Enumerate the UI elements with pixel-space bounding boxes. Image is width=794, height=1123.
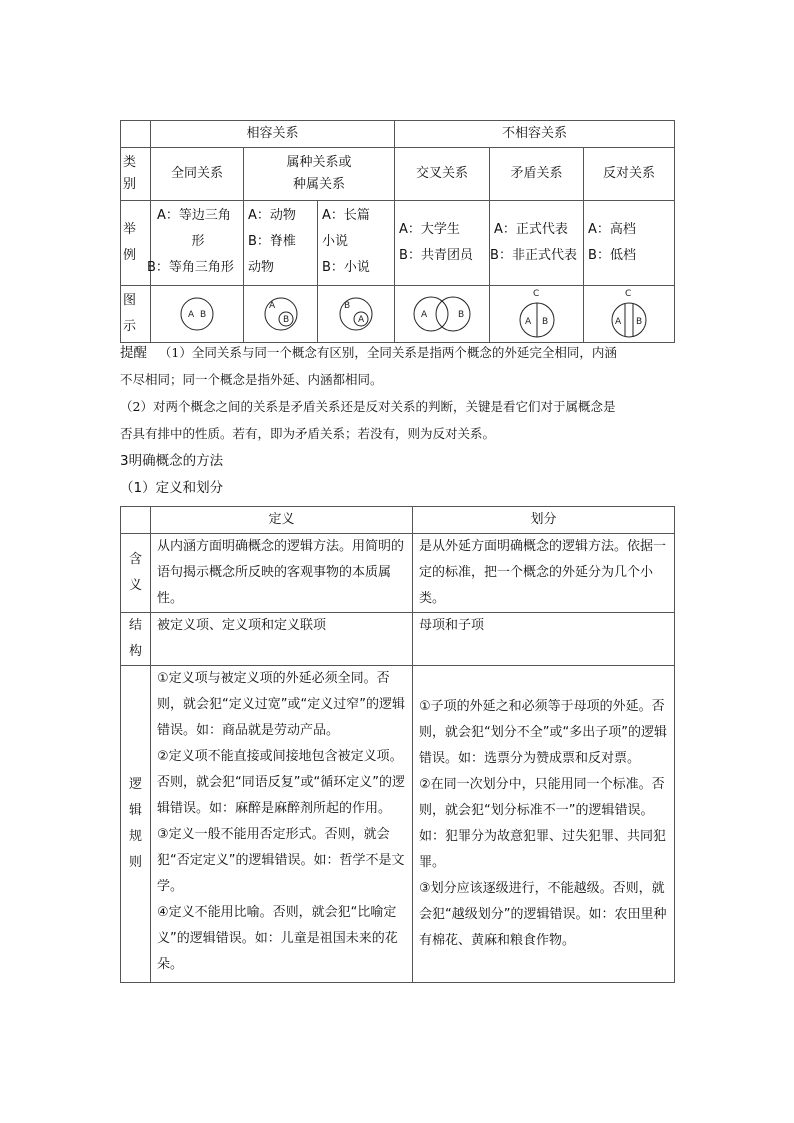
row-label-structure: 结构 bbox=[121, 613, 151, 666]
venn-label-b: B bbox=[541, 317, 548, 327]
row-label-diagram: 图示 bbox=[121, 286, 151, 343]
empty-cell bbox=[121, 507, 151, 534]
example-line: A：高档 bbox=[588, 222, 636, 237]
rule-item: ①子项的外延之和必须等于母项的外延。否则，就会犯“划分不全”或“多出子项”的逻辑错误。如：选票分为赞成票和反对票。 bbox=[419, 699, 667, 766]
example-identity bbox=[147, 201, 244, 286]
rules-label-line: 规则 bbox=[128, 829, 142, 870]
table-row bbox=[121, 534, 675, 613]
example-genus-1 bbox=[244, 201, 318, 286]
diagram-identity bbox=[151, 286, 244, 343]
section-heading: 3明确概念的方法 bbox=[120, 453, 224, 469]
table-row bbox=[121, 201, 675, 286]
venn-label-b: B bbox=[200, 310, 207, 320]
structure-definition: 被定义项、定义项和定义联项 bbox=[151, 613, 413, 666]
example-contradict bbox=[490, 201, 584, 286]
header-opposite: 反对关系 bbox=[584, 148, 675, 201]
table-row bbox=[121, 148, 675, 201]
header-genus-line2: 种属关系 bbox=[293, 177, 346, 192]
table-row bbox=[121, 121, 675, 148]
venn-label-b: B bbox=[344, 301, 351, 311]
venn-label-a: A bbox=[615, 317, 622, 327]
meaning-definition: 从内涵方面明确概念的逻辑方法。用简明的语句揭示概念所反映的客观事物的本质属性。 bbox=[151, 534, 413, 613]
opposite-venn-diagram bbox=[606, 288, 652, 340]
example-line: A：大学生 bbox=[399, 222, 460, 237]
example-line: 动物 bbox=[248, 260, 275, 275]
venn-label-a: A bbox=[358, 315, 365, 325]
rules-definition bbox=[151, 666, 413, 983]
note-label: 提醒 bbox=[120, 345, 147, 361]
note-2-line-2: 否具有排中的性质。若有，即为矛盾关系；若没有，则为反对关系。 bbox=[120, 426, 496, 441]
venn-label-a: A bbox=[524, 317, 531, 327]
rule-item: ③划分应该逐级进行，不能越级。否则，就会犯“越级划分”的逻辑错误。如：农田里种有棉花、黄麻和粮食作物。 bbox=[419, 881, 667, 948]
diagram-genus-1 bbox=[244, 286, 318, 343]
example-opposite bbox=[584, 201, 675, 286]
example-line: B：非正式代表 bbox=[490, 248, 577, 263]
cross-venn-diagram bbox=[402, 291, 482, 337]
diagram-contradict bbox=[490, 286, 584, 343]
header-genus-line1: 属种关系或 bbox=[286, 155, 352, 170]
venn-label-b: B bbox=[458, 310, 465, 320]
venn-label-c: C bbox=[625, 289, 632, 299]
rule-item: ③定义一般不能用否定形式。否则，就会犯“否定定义”的逻辑错误。如：哲学不是文学。 bbox=[157, 827, 405, 894]
contradict-venn-diagram bbox=[514, 288, 560, 340]
rule-item: ②定义项不能直接或间接地包含被定义项。否则，就会犯“同语反复”或“循环定义”的逻辑错误。如：麻醉是麻醉剂所起的作用。 bbox=[157, 749, 405, 816]
structure-division: 母项和子项 bbox=[413, 613, 675, 666]
example-genus-2 bbox=[318, 201, 395, 286]
genus-venn-diagram-2 bbox=[333, 291, 379, 337]
header-definition: 定义 bbox=[151, 507, 413, 534]
table-row bbox=[121, 507, 675, 534]
note-text: （1）全同关系与同一个概念有区别，全同关系是指两个概念的外延完全相同，内涵 bbox=[158, 345, 617, 360]
definition-division-table bbox=[120, 506, 675, 983]
row-label-category: 类别 bbox=[121, 148, 151, 201]
venn-label-a: A bbox=[268, 301, 275, 311]
header-compatible: 相容关系 bbox=[151, 121, 395, 148]
row-label-rules bbox=[121, 666, 151, 983]
example-line: A：动物 bbox=[248, 208, 296, 223]
row-label-example: 举例 bbox=[121, 201, 151, 286]
rules-division bbox=[413, 666, 675, 983]
diagram-cross bbox=[395, 286, 490, 343]
note-2-line-1: （2）对两个概念之间的关系是矛盾关系还是反对关系的判断，关键是看它们对于属概念是 bbox=[120, 399, 616, 414]
example-line: B：脊椎 bbox=[248, 234, 296, 249]
venn-label-a: A bbox=[421, 310, 428, 320]
header-genus bbox=[244, 148, 395, 201]
example-line: B：小说 bbox=[322, 260, 370, 275]
circle-a bbox=[414, 297, 448, 331]
circle-b bbox=[436, 297, 470, 331]
example-line: A：等边三角 bbox=[157, 208, 231, 223]
genus-venn-diagram-1 bbox=[258, 291, 304, 337]
venn-label-b: B bbox=[636, 317, 643, 327]
row-label-meaning: 含义 bbox=[121, 534, 151, 613]
example-line: B：等角三角形 bbox=[147, 260, 234, 275]
rules-label-line: 逻辑 bbox=[128, 777, 142, 818]
section-subheading: （1）定义和划分 bbox=[120, 480, 224, 496]
header-division: 划分 bbox=[413, 507, 675, 534]
table-row bbox=[121, 666, 675, 983]
header-contradict: 矛盾关系 bbox=[490, 148, 584, 201]
example-line: A：长篇 bbox=[322, 208, 370, 223]
diagram-genus-2 bbox=[318, 286, 395, 343]
rule-item: ④定义不能用比喻。否则，就会犯“比喻定义”的逻辑错误。如：儿童是祖国未来的花朵。 bbox=[157, 905, 398, 972]
diagram-opposite bbox=[584, 286, 675, 343]
empty-cell bbox=[121, 121, 151, 148]
venn-label-a: A bbox=[188, 310, 195, 320]
example-line: 形 bbox=[191, 234, 205, 249]
concept-relations-table bbox=[120, 120, 675, 343]
note-1-line-2: 不尽相同；同一个概念是指外延、内涵都相同。 bbox=[120, 372, 383, 387]
table-row bbox=[121, 286, 675, 343]
venn-label-c: C bbox=[532, 289, 539, 299]
circle-a-b bbox=[181, 298, 213, 330]
example-line: A：正式代表 bbox=[494, 222, 568, 237]
example-line: 小说 bbox=[322, 234, 349, 249]
rule-item: ①定义项与被定义项的外延必须全同。否则，就会犯“定义过宽”或“定义过窄”的逻辑错误。如：商品就是劳动产品。 bbox=[157, 671, 405, 738]
identity-venn-diagram bbox=[174, 291, 220, 337]
example-line: B：共青团员 bbox=[399, 248, 473, 263]
venn-label-b: B bbox=[282, 315, 289, 325]
note-1-line-1 bbox=[120, 339, 617, 367]
example-line: B：低档 bbox=[588, 248, 636, 263]
example-cross bbox=[395, 201, 490, 286]
rule-item: ②在同一次划分中，只能用同一个标准。否则，就会犯“划分标准不一”的逻辑错误。如：犯罪分为故意犯罪、过失犯罪、共同犯罪。 bbox=[419, 777, 667, 870]
header-incompatible: 不相容关系 bbox=[395, 121, 675, 148]
header-identity: 全同关系 bbox=[151, 148, 244, 201]
table-row bbox=[121, 613, 675, 666]
meaning-division: 是从外延方面明确概念的逻辑方法。依据一定的标准，把一个概念的外延分为几个小类。 bbox=[413, 534, 675, 613]
header-cross: 交叉关系 bbox=[395, 148, 490, 201]
